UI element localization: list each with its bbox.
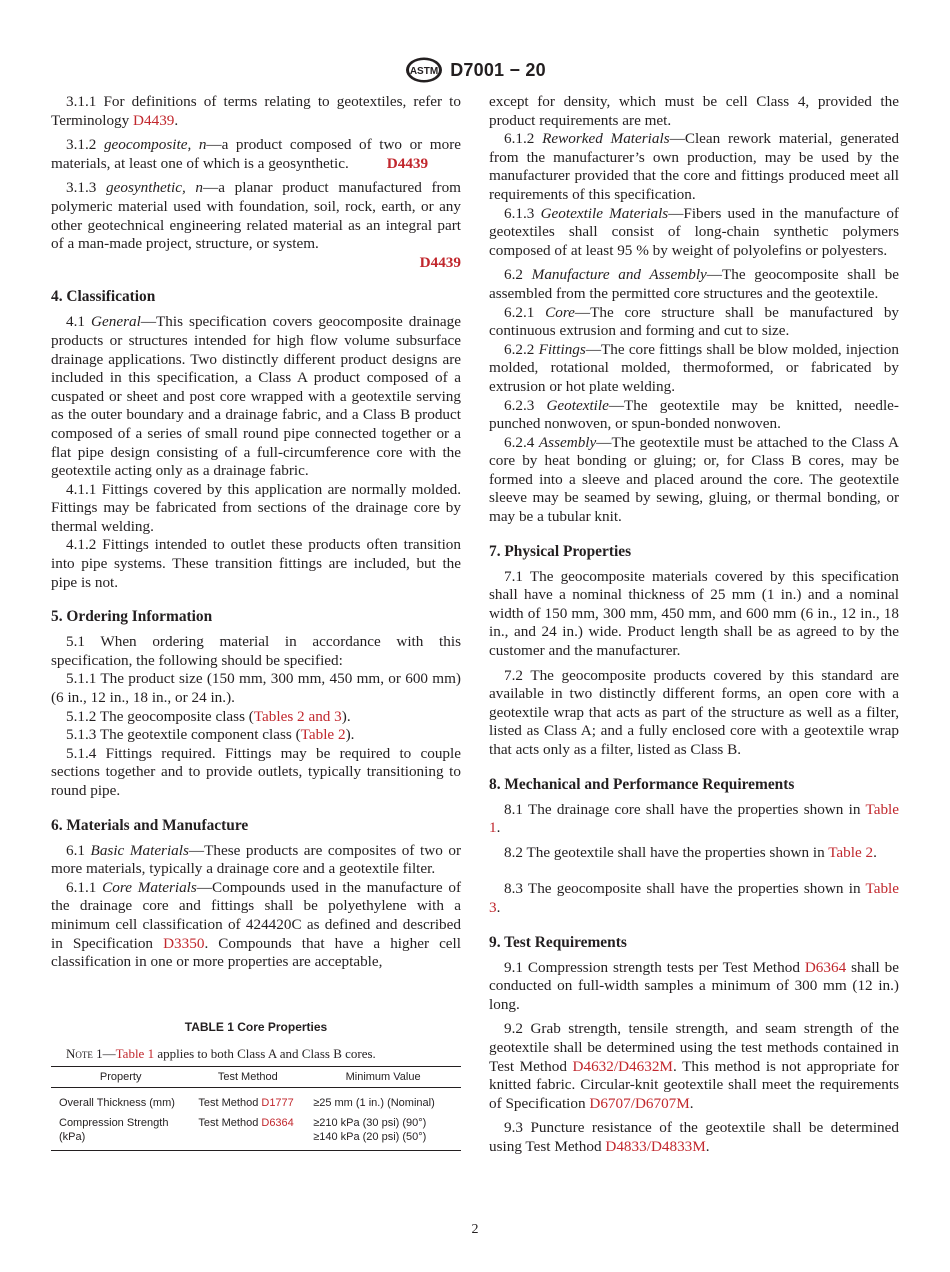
- astm-logo-icon: [404, 56, 444, 84]
- section-9-heading: 9. Test Requirements: [489, 933, 627, 951]
- page-number: 2: [471, 1222, 479, 1237]
- ref-d6364[interactable]: D6364: [804, 958, 847, 976]
- column-header-property: Property: [51, 1066, 190, 1087]
- ref-d6364[interactable]: D6364: [261, 1116, 294, 1129]
- paragraph-4-1-1: 4.1.1 Fittings covered by this application are normally molded. Fittings may be fabricated from sections of the drainage core by thermal welding.: [51, 480, 461, 535]
- ref-table-2[interactable]: Table 2: [828, 843, 874, 861]
- paragraph-8-2: 8.2 The geotextile shall have the properties shown in Table 2.: [504, 843, 877, 861]
- paragraph-5-1-1: 5.1.1 The product size (150 mm, 300 mm, 450 mm, or 600 mm) (6 in., 12 in., 18 in., or 24 in.).: [51, 670, 461, 707]
- logo-text: ASTM: [410, 66, 439, 77]
- table-1-note: Note 1—Table 1 applies to both Class A and Class B cores.: [66, 1045, 376, 1061]
- cell-minimum-value: ≥210 kPa (30 psi) (90°) ≥140 kPa (20 psi) (50°): [305, 1114, 461, 1151]
- paragraph-3-1-3: 3.1.3 geosynthetic, n—a planar product manufactured from polymeric material used with foundation, soil, rock, earth, or any other geotechnical engineering related material as an integral part of a man-made project, structure, or system. D4439: [51, 179, 461, 271]
- paragraph-6-1-3: 6.1.3 Geotextile Materials—Fibers used in the manufacture of geotextiles shall consist of long-chain synthetic polymers composed of at least 95 % by weight of polyolefins or polyesters.: [489, 204, 899, 259]
- section-7-heading: 7. Physical Properties: [489, 542, 632, 560]
- section-5-heading: 5. Ordering Information: [51, 608, 213, 626]
- paragraph-6-1-1: 6.1.1 Core Materials—Compounds used in the manufacture of the drainage core and fittings shall be polyethylene with a minimum cell classification of 424420C as defined and described in Specification D3350. Compounds that have a higher cell classification in one or more properties are acceptable,: [51, 878, 462, 971]
- table-core-properties: [51, 1066, 461, 1151]
- ref-table-1[interactable]: Table 1: [115, 1045, 155, 1061]
- table-row: [51, 1114, 461, 1151]
- section-4-heading: 4. Classification: [51, 288, 156, 306]
- cell-minimum-value: ≥25 mm (1 in.) (Nominal): [313, 1096, 435, 1109]
- column-header-test-method: Test Method: [190, 1066, 305, 1087]
- ref-table-2[interactable]: Table 2: [300, 726, 346, 744]
- page-header: [0, 55, 950, 85]
- paragraph-6-2-4: 6.2.4 Assembly—The geotextile must be attached to the Class A core by heat bonding or gluing; or, for Class B cores, may be formed into a sleeve and placed around the core. The geotextile sleeve may be seamed by sewing, gluing, or thermal bonding, or may be a tubular knit.: [489, 433, 899, 526]
- paragraph-5-1-2: 5.1.2 The geocomposite class (Tables 2 and 3).: [66, 707, 351, 725]
- paragraph-9-2: 9.2 Grab strength, tensile strength, and seam strength of the geotextile shall be determined using the test methods contained in Test Method D4632/D4632M. This method is not appropriate for knitted fabric. Circular-knit geotextile shall meet the requirements of Specification D6707/D6707M.: [489, 1020, 899, 1112]
- ref-d4833-d4833m[interactable]: D4833/D4833M: [605, 1137, 706, 1155]
- paragraph-7-1: 7.1 The geocomposite materials covered by this specification shall have a nominal thickness of 25 mm (1 in.) and a nominal width of 150 mm, 300 mm, 450 mm, and 600 mm (6 in., 12 in., 18 in., and 24 in.) wide. Product length shall be as agreed to by the customer and the manufacturer.: [489, 567, 899, 660]
- paragraph-5-1-4: 5.1.4 Fittings required. Fittings may be required to couple sections together and to provide outlets, typically transitioning to round pipe.: [51, 744, 461, 799]
- ref-d4439[interactable]: D4439: [133, 111, 175, 129]
- cell-property: Compression Strength (kPa): [51, 1114, 190, 1151]
- paragraph-6-1-1-continued: except for density, which must be cell Class 4, provided the product requirements are met.: [489, 93, 899, 129]
- ref-d1777[interactable]: D1777: [261, 1096, 294, 1109]
- cell-property: Overall Thickness (mm): [59, 1096, 175, 1109]
- ref-tables-2-and-3[interactable]: Tables 2 and 3: [253, 707, 342, 725]
- paragraph-7-2: 7.2 The geocomposite products covered by this standard are available in two distinctly different forms, an open core with a geotextile wrap that acts as part of the structure as well as a filter, listed as Class A; and a fully enclosed core with a geotextile wrap that acts only as a filter, listed as Class B.: [489, 666, 899, 758]
- ref-d4439[interactable]: D4439: [419, 253, 461, 271]
- paragraph-3-1-1: 3.1.1 For definitions of terms relating to geotextiles, refer to Terminology D4439.: [51, 93, 461, 129]
- section-6-heading: 6. Materials and Manufacture: [51, 816, 249, 834]
- section-8-heading: 8. Mechanical and Performance Requirements: [489, 775, 795, 793]
- paragraph-9-1: 9.1 Compression strength tests per Test Method D6364 shall be conducted on full-width samples a minimum of 300 mm (12 in.) long.: [489, 958, 899, 1013]
- ref-d6707-d6707m[interactable]: D6707/D6707M: [589, 1094, 690, 1112]
- paragraph-8-3: 8.3 The geocomposite shall have the properties shown in Table 3.: [489, 880, 899, 916]
- paragraph-8-1: 8.1 The drainage core shall have the properties shown in Table 1.: [489, 800, 899, 837]
- paragraph-6-2-2: 6.2.2 Fittings—The core fittings shall be blow molded, injection molded, rotational molded, thermoformed, or fabricated by extrusion or hot plate welding.: [489, 340, 899, 395]
- paragraph-6-1-2: 6.1.2 Reworked Materials—Clean rework material, generated from the manufacturer’s own production, may be used by the manufacturer provided that the core and fittings produced meet all requirements of this specification.: [489, 130, 899, 203]
- paragraph-6-2: 6.2 Manufacture and Assembly—The geocomposite shall be assembled from the permitted core structures and the geotextile.: [489, 266, 899, 302]
- paragraph-9-3: 9.3 Puncture resistance of the geotextile shall be determined using Test Method D4833/D4833M.: [489, 1119, 899, 1155]
- ref-table-1[interactable]: Table 1: [489, 800, 899, 837]
- ref-table-3[interactable]: Table 3: [489, 880, 899, 916]
- document-designation: D7001 − 20: [450, 59, 546, 80]
- paragraph-4-1-2: 4.1.2 Fittings intended to outlet these products often transition into pipe systems. These transition fittings are included, but the pipe is not.: [51, 536, 461, 591]
- column-header-minimum-value: Minimum Value: [305, 1066, 461, 1087]
- cell-test-method: Test Method D6364: [190, 1114, 305, 1151]
- table-row: [51, 1087, 461, 1114]
- ref-d4439[interactable]: D4439: [386, 154, 429, 172]
- left-column: [51, 93, 461, 1151]
- paragraph-5-1-3: 5.1.3 The geotextile component class (Table 2).: [66, 726, 355, 744]
- table-1-caption: TABLE 1 Core Properties: [184, 1019, 328, 1034]
- ref-d4632-d4632m[interactable]: D4632/D4632M: [572, 1057, 673, 1075]
- table-header-row: [51, 1066, 461, 1087]
- paragraph-6-2-1: 6.2.1 Core—The core structure shall be manufactured by continuous extrusion and forming and cut to size.: [489, 303, 900, 340]
- paragraph-4-1: 4.1 General—This specification covers geocomposite drainage products or structures intended for high flow volume subsurface drainage applications. Two distinctly different product designs are included in this specification, a Class A product composed of a cuspated or sheet and post core wrapped with a geotextile serving as the outer boundary and a drainage fabric, and a Class B product composed of a series of small round pipe connected together or a flat pipe design consisting of a full-circumference core with the geotextile acting only as a drainage fabric.: [51, 313, 462, 480]
- cell-test-method: Test Method D1777: [198, 1096, 294, 1109]
- paragraph-3-1-2: 3.1.2 geocomposite, n—a product composed of two or more materials, at least one of which is a geosynthetic. D4439: [51, 136, 462, 172]
- paragraph-6-1: 6.1 Basic Materials—These products are composites of two or more materials, typically a drainage core and a geotextile filter.: [51, 841, 461, 878]
- ref-d3350[interactable]: D3350: [163, 934, 205, 952]
- paragraph-5-1: 5.1 When ordering material in accordance with this specification, the following should be specified:: [51, 633, 461, 669]
- right-column: [489, 93, 899, 1157]
- paragraph-6-2-3: 6.2.3 Geotextile—The geotextile may be knitted, needle-punched nonwoven, or spun-bonded nonwoven.: [489, 396, 899, 433]
